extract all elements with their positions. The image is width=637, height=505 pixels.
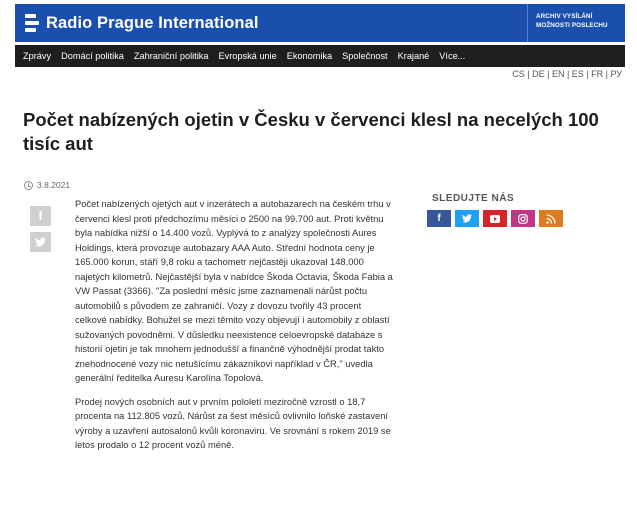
site-header (15, 4, 625, 42)
article-date (24, 180, 70, 190)
follow-us-heading: SLEDUJTE NÁS (432, 193, 515, 204)
article-title: Počet nabízených ojetin v Česku v červenci klesl na necelých 100 tisíc aut (23, 109, 599, 154)
social-facebook-button[interactable] (427, 210, 451, 227)
share-twitter-button[interactable] (30, 232, 51, 252)
social-rss-button[interactable] (539, 210, 563, 227)
article-paragraph-1: Počet nabízených ojetých aut v inzerátech a autobazarech na českém trhu v červenci klesl proti předchozímu měsíci o 2500 na 99.700 aut. Proti květnu byla nabídka nižší o 14.400 vozů. Vyplývá to z analýzy společnosti Aures Holdings, která provozuje autobazary AAA Auto. Střední hodnota ceny je 165.000 korun, stáří 9,8 roku a tachometr nejčastěji ukazoval 148.000 najetých kilometrů. Nejčastější byla v nabídce Škoda Octavia, Škoda Fabia a VW Passat (3366). "Za poslední měsíc jsme zaznamenali nárůst počtu automobilů s původem ze zahraničí. Vozy z dovozu tvořily 43 procent celkové nabídky. Bohužel se mezi těmito vozy objevují i automobily z oblastí sužovaných povodněmi. V důsledku neexistence celoevropské databáze s historií ojetin je tak mnohem jednodušší a finančně výhodnější prodat takto znehodnocené vozy nic netušícímu zákazníkovi například v ČR," uvedla generální ředitelka Auresu Karolína Topolová. (75, 199, 393, 383)
share-facebook-button[interactable] (30, 206, 51, 226)
site-logo[interactable] (15, 4, 259, 42)
nav-item-evropska-unie[interactable]: Evropská unie (218, 51, 277, 61)
facebook-icon: f (38, 209, 43, 223)
twitter-icon (462, 214, 472, 223)
social-instagram-button[interactable] (511, 210, 535, 227)
nav-item-vice[interactable]: Více... (439, 51, 466, 61)
archive-link[interactable] (527, 4, 625, 42)
nav-item-zpravy[interactable]: Zprávy (23, 51, 52, 61)
nav-item-domaci-politika[interactable]: Domácí politika (61, 51, 124, 61)
article-paragraph-2: Prodej nových osobních aut v prvním pololetí meziročně vzrostl o 18,7 procenta na 112.805 vozů. Nárůst za šest měsíců ovlivnilo loňské zastavení výroby a uzavření autosalonů kvůli koronaviru. Ve srovnání s rokem 2019 se letos prodalo o 12 procent vozů méně. (75, 396, 391, 450)
instagram-icon (518, 214, 528, 224)
date-text: 3.8.2021 (37, 180, 71, 190)
social-links (427, 210, 567, 227)
logo-icon (25, 14, 39, 32)
twitter-icon (35, 237, 46, 247)
youtube-icon (490, 215, 500, 223)
article-body (75, 197, 393, 462)
nav-item-krajane[interactable]: Krajané (397, 51, 430, 61)
archive-line1: ARCHIV VYSÍLÁNÍ (536, 13, 593, 20)
site-name: Radio Prague International (46, 13, 259, 32)
social-twitter-button[interactable] (455, 210, 479, 227)
clock-icon (24, 181, 33, 190)
social-youtube-button[interactable] (483, 210, 507, 227)
nav-item-ekonomika[interactable]: Ekonomika (286, 51, 333, 61)
nav-item-zahranicni-politika[interactable]: Zahraniční politika (133, 51, 209, 61)
rss-icon (546, 214, 556, 224)
facebook-icon: f (437, 213, 441, 224)
main-nav (15, 45, 625, 67)
language-switcher[interactable]: CS | DE | EN | ES | FR | РУ (512, 69, 622, 79)
archive-line2: MOŽNOSTI POSLECHU (536, 22, 608, 29)
nav-item-spolecnost[interactable]: Společnost (342, 51, 388, 61)
